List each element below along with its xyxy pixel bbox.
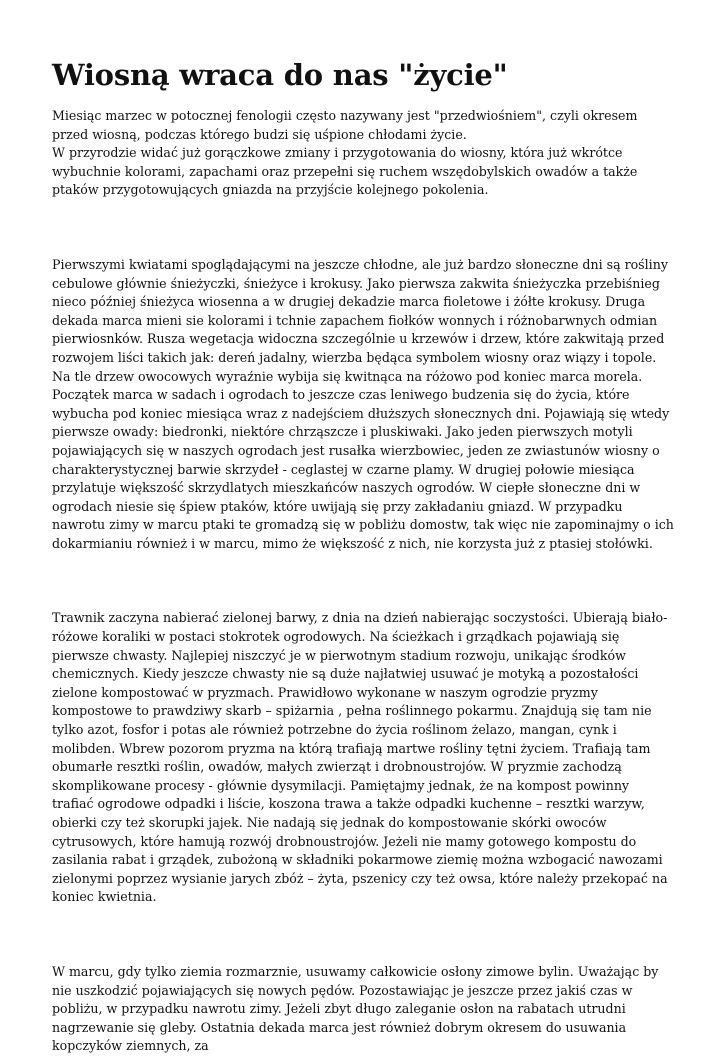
document-title: Wiosną wraca do nas "życie" bbox=[52, 58, 508, 92]
paragraph-lawn-compost: Trawnik zaczyna nabierać zielonej barwy, z dnia na dzień nabierając soczystości. Ubierają biało-różowe koraliki w postaci stokrotek ogrodowych. Na ścieżkach i grządkach pojawiają się pierwsze chwasty. Najlepiej niszczyć je w pierwotnym stadium rozwoju, unikając środków chemicznych. Kiedy jeszcze chwasty nie są duże najłatwiej usuwać je motyką a pozostałości zielone kompostować w pryzmach. Prawidłowo wykonane w naszym ogrodzie pryzmy kompostowe to prawdziwy skarb – spiżarnia , pełna roślinnego pokarmu. Znajdują się tam nie tylko azot, fosfor i potas ale również potrzebne do życia roślinom żelazo, mangan, cynk i molibden. Wbrew pozorom pryzma na którą trafiają martwe rośliny tętni życiem. Trafiają tam obumarłe resztki roślin, owadów, małych zwierząt i drobnoustrojów. W pryzmie zachodzą skomplikowane procesy - głównie dysymilacji. Pamiętajmy jednak, że na kompost powinny trafiać ogrodowe odpadki i liście, koszona trawa a także odpadki kuchenne – resztki warzyw, obierki czy też skorupki jajek. Nie nadają się jednak do kompostowanie skórki owoców cytrusowych, które hamują rozwój drobnoustrojów. Jeżeli nie mamy gotowego kompostu do zasilania rabat i grządek, zubożoną w składniki pokarmowe ziemię można wzbogacić nawozami zielonymi poprzez wysianie jarych zbóż – żyta, pszenicy czy też owsa, które należy przekopać na koniec kwietnia. bbox=[52, 610, 668, 905]
document-page bbox=[52, 56, 674, 1056]
paragraph-winter-covers: W marcu, gdy tylko ziemia rozmarznie, usuwamy całkowicie osłony zimowe bylin. Uważając by nie uszkodzić pojawiających się nowych pędów. Pozostawiając je jeszcze przez jakiś czas w pobliżu, w przypadku nawrotu zimy. Jeżeli zbyt długo zaleganie osłon na rabatach utrudni nagrzewanie się gleby. Ostatnia dekada marca jest również dobrym okresem do usuwania kopczyków ziemnych, za bbox=[52, 963, 659, 1054]
paragraph-intro: Miesiąc marzec w potocznej fenologii często nazywany jest "przedwiośniem", czyli okresem przed wiosną, podczas którego budzi się uśpione chłodami życie. W przyrodzie widać już gorączkowe zmiany i przygotowania do wiosny, która już wkrótce wybuchnie kolorami, zapachami oraz przepełni się ruchem wszędobylskich owadów a także ptaków przygotowujących gniazda na przyjście kolejnego pokolenia. bbox=[52, 108, 638, 198]
paragraph-first-flowers: Pierwszymi kwiatami spoglądającymi na jeszcze chłodne, ale już bardzo słoneczne dni są rośliny cebulowe głównie śnieżyczki, śnieżyce i krokusy. Jako pierwsza zakwita śnieżyczka przebiśnieg nieco później śnieżyca wiosenna a w drugiej dekadzie marca fioletowe i żółte krokusy. Druga dekada marca mieni sie kolorami i tchnie zapachem fiołków wonnych i różnobarwnych odmian pierwiosnków. Rusza wegetacja widoczna szczególnie u krzewów i drzew, które zakwitają przed rozwojem liści takich jak: dereń jadalny, wierzba będąca symbolem wiosny oraz wiązy i topole. Na tle drzew owocowych wyraźnie wybija się kwitnąca na różowo pod koniec marca morela. Początek marca w sadach i ogrodach to jeszcze czas leniwego budzenia się do życia, które wybucha pod koniec miesiąca wraz z nadejściem dłuższych słonecznych dni. Pojawiają się wtedy pierwsze owady: biedronki, niektóre chrząszcze i pluskiwaki. Jako jeden pierwszych motyli pojawiających się w naszych ogrodach jest rusałka wierzbowiec, jeden ze zwiastunów wiosny o charakterystycznej barwie skrzydeł - ceglastej w czarne plamy. W drugiej połowie miesiąca przylatuje większość skrzydlatych mieszkańców naszych ogrodów. W ciepłe słoneczne dni w ogrodach niesie się śpiew ptaków, które uwijają się przy zakładaniu gniazd. W przypadku nawrotu zimy w marcu ptaki te gromadzą się w pobliżu domostw, tak więc nie zapominajmy o ich dokarmianiu również i w marcu, mimo że większość z nich, nie korzysta już z ptasiej stołówki. bbox=[52, 256, 674, 551]
